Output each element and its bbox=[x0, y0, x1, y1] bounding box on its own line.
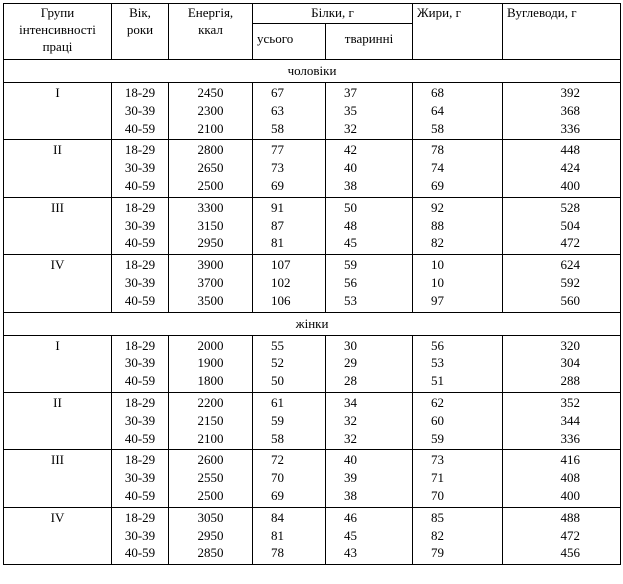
energy-cell-value: 2100 bbox=[197, 120, 224, 136]
table-row bbox=[4, 335, 621, 392]
header-protein-total: усього bbox=[253, 24, 326, 60]
protein-animal-cell bbox=[326, 255, 413, 312]
age-cell bbox=[112, 335, 169, 392]
protein-animal-cell-value: 38 bbox=[344, 177, 357, 193]
header-age: Вік, роки bbox=[112, 4, 169, 60]
carbs-cell-value: 288 bbox=[560, 373, 581, 389]
carbs-cell-value: 408 bbox=[560, 470, 581, 486]
carbs-cell bbox=[503, 392, 621, 449]
age-cell-value: 40-59 bbox=[124, 292, 156, 308]
energy-cell-value: 2200 bbox=[197, 394, 224, 410]
energy-cell-value: 2950 bbox=[197, 235, 224, 251]
carbs-cell bbox=[503, 507, 621, 564]
age-cell-value: 30-39 bbox=[124, 470, 156, 486]
carbs-cell-value: 304 bbox=[560, 355, 581, 371]
fat-cell-value: 85 bbox=[431, 509, 445, 525]
protein-total-cell-value: 50 bbox=[271, 373, 284, 389]
protein-total-cell-value: 69 bbox=[271, 177, 284, 193]
group-label: IV bbox=[4, 255, 112, 312]
age-cell-value: 40-59 bbox=[124, 373, 156, 389]
fat-cell bbox=[413, 255, 503, 312]
protein-animal-cell-value: 35 bbox=[344, 102, 357, 118]
fat-cell bbox=[413, 450, 503, 507]
carbs-cell-value: 368 bbox=[560, 102, 581, 118]
energy-cell-value: 3050 bbox=[197, 509, 224, 525]
fat-cell-value: 53 bbox=[431, 355, 445, 371]
section-title: чоловіки bbox=[4, 60, 621, 83]
protein-total-cell bbox=[253, 335, 326, 392]
group-label: III bbox=[4, 197, 112, 254]
protein-animal-cell bbox=[326, 197, 413, 254]
protein-animal-cell-value: 59 bbox=[344, 257, 357, 273]
fat-cell-value: 58 bbox=[431, 120, 445, 136]
age-cell bbox=[112, 197, 169, 254]
energy-cell-value: 2850 bbox=[197, 545, 224, 561]
protein-total-cell-value: 55 bbox=[271, 337, 284, 353]
age-cell-value: 40-59 bbox=[124, 120, 156, 136]
protein-total-cell bbox=[253, 140, 326, 197]
protein-animal-cell-value: 37 bbox=[344, 85, 357, 100]
protein-total-cell-value: 63 bbox=[271, 102, 284, 118]
age-cell-value: 18-29 bbox=[124, 257, 156, 273]
protein-animal-cell-value: 39 bbox=[344, 470, 357, 486]
energy-cell-value: 2800 bbox=[197, 142, 224, 158]
age-cell-value: 30-39 bbox=[124, 160, 156, 176]
protein-total-cell-value: 70 bbox=[271, 470, 284, 486]
age-cell-value: 18-29 bbox=[124, 509, 156, 525]
age-cell-value: 30-39 bbox=[124, 274, 156, 290]
carbs-cell-value: 336 bbox=[560, 430, 581, 446]
fat-cell-value: 10 bbox=[431, 274, 445, 290]
protein-animal-cell bbox=[326, 392, 413, 449]
protein-animal-cell-value: 40 bbox=[344, 452, 357, 468]
fat-cell-value: 73 bbox=[431, 452, 445, 468]
protein-total-cell-value: 72 bbox=[271, 452, 284, 468]
group-label: II bbox=[4, 140, 112, 197]
table-row bbox=[4, 392, 621, 449]
fat-cell-value: 97 bbox=[431, 292, 445, 308]
energy-cell-value: 2550 bbox=[197, 470, 224, 486]
age-cell-value: 40-59 bbox=[124, 430, 156, 446]
table-body bbox=[4, 60, 621, 565]
age-cell-value: 18-29 bbox=[124, 199, 156, 215]
protein-total-cell-value: 77 bbox=[271, 142, 284, 158]
carbs-cell-value: 592 bbox=[560, 274, 581, 290]
carbs-cell-value: 504 bbox=[560, 217, 581, 233]
section-row bbox=[4, 60, 621, 83]
energy-cell-value: 2950 bbox=[197, 527, 224, 543]
protein-animal-cell-value: 46 bbox=[344, 509, 357, 525]
energy-cell-value: 1800 bbox=[197, 373, 224, 389]
energy-cell-value: 2150 bbox=[197, 412, 224, 428]
fat-cell bbox=[413, 83, 503, 140]
age-cell-value: 40-59 bbox=[124, 235, 156, 251]
section-title: жінки bbox=[4, 312, 621, 335]
energy-cell-value: 3300 bbox=[197, 199, 224, 215]
protein-total-cell-value: 81 bbox=[271, 527, 284, 543]
fat-cell-value: 62 bbox=[431, 394, 445, 410]
energy-cell-value: 2600 bbox=[197, 452, 224, 468]
age-cell bbox=[112, 507, 169, 564]
carbs-cell-value: 528 bbox=[560, 199, 581, 215]
energy-cell-value: 2650 bbox=[197, 160, 224, 176]
carbs-cell-value: 344 bbox=[560, 412, 581, 428]
age-cell bbox=[112, 83, 169, 140]
carbs-cell bbox=[503, 255, 621, 312]
carbs-cell bbox=[503, 335, 621, 392]
protein-total-cell-value: 106 bbox=[271, 292, 291, 308]
protein-animal-cell-value: 34 bbox=[344, 394, 357, 410]
protein-total-cell-value: 84 bbox=[271, 509, 284, 525]
fat-cell-value: 51 bbox=[431, 373, 445, 389]
carbs-cell-value: 400 bbox=[560, 487, 581, 503]
age-cell-value: 30-39 bbox=[124, 217, 156, 233]
fat-cell-value: 78 bbox=[431, 142, 445, 158]
protein-animal-cell-value: 56 bbox=[344, 274, 357, 290]
group-label: II bbox=[4, 392, 112, 449]
energy-cell-value: 3500 bbox=[197, 292, 224, 308]
fat-cell-value: 79 bbox=[431, 545, 445, 561]
fat-cell-value: 70 bbox=[431, 487, 445, 503]
protein-animal-cell-value: 43 bbox=[344, 545, 357, 561]
age-cell-value: 18-29 bbox=[124, 394, 156, 410]
fat-cell-value: 82 bbox=[431, 235, 445, 251]
section-row bbox=[4, 312, 621, 335]
carbs-cell-value: 336 bbox=[560, 120, 581, 136]
protein-total-cell bbox=[253, 83, 326, 140]
energy-cell bbox=[169, 450, 253, 507]
header-protein-animal: тваринні bbox=[326, 24, 413, 60]
energy-cell-value: 2500 bbox=[197, 487, 224, 503]
age-cell-value: 18-29 bbox=[124, 452, 156, 468]
age-cell bbox=[112, 255, 169, 312]
table-row bbox=[4, 450, 621, 507]
protein-animal-cell bbox=[326, 83, 413, 140]
fat-cell-value: 92 bbox=[431, 199, 445, 215]
fat-cell-value: 56 bbox=[431, 337, 445, 353]
carbs-cell-value: 472 bbox=[560, 527, 581, 543]
age-cell-value: 30-39 bbox=[124, 412, 156, 428]
age-cell bbox=[112, 140, 169, 197]
age-cell bbox=[112, 450, 169, 507]
fat-cell-value: 68 bbox=[431, 85, 445, 100]
carbs-cell bbox=[503, 83, 621, 140]
table-row bbox=[4, 140, 621, 197]
table-row bbox=[4, 83, 621, 140]
energy-cell bbox=[169, 255, 253, 312]
carbs-cell-value: 400 bbox=[560, 177, 581, 193]
energy-cell-value: 3900 bbox=[197, 257, 224, 273]
protein-animal-cell-value: 29 bbox=[344, 355, 357, 371]
carbs-cell-value: 624 bbox=[560, 257, 581, 273]
protein-total-cell-value: 58 bbox=[271, 120, 284, 136]
protein-total-cell bbox=[253, 450, 326, 507]
fat-cell-value: 10 bbox=[431, 257, 445, 273]
protein-total-cell-value: 69 bbox=[271, 487, 284, 503]
table-row bbox=[4, 507, 621, 564]
header-protein: Білки, г bbox=[253, 4, 413, 24]
protein-total-cell-value: 59 bbox=[271, 412, 284, 428]
protein-total-cell-value: 52 bbox=[271, 355, 284, 371]
carbs-cell-value: 448 bbox=[560, 142, 581, 158]
nutrition-table bbox=[3, 3, 621, 565]
protein-animal-cell-value: 38 bbox=[344, 487, 357, 503]
protein-animal-cell-value: 40 bbox=[344, 160, 357, 176]
protein-total-cell-value: 81 bbox=[271, 235, 284, 251]
age-cell-value: 30-39 bbox=[124, 355, 156, 371]
carbs-cell-value: 472 bbox=[560, 235, 581, 251]
fat-cell-value: 82 bbox=[431, 527, 445, 543]
carbs-cell-value: 456 bbox=[560, 545, 581, 561]
age-cell-value: 30-39 bbox=[124, 102, 156, 118]
age-cell-value: 40-59 bbox=[124, 545, 156, 561]
protein-total-cell-value: 107 bbox=[271, 257, 291, 273]
carbs-cell-value: 392 bbox=[560, 85, 581, 100]
energy-cell-value: 2450 bbox=[197, 85, 224, 100]
fat-cell-value: 59 bbox=[431, 430, 445, 446]
fat-cell-value: 60 bbox=[431, 412, 445, 428]
carbs-cell bbox=[503, 140, 621, 197]
energy-cell-value: 2100 bbox=[197, 430, 224, 446]
energy-cell bbox=[169, 392, 253, 449]
fat-cell-value: 74 bbox=[431, 160, 445, 176]
age-cell bbox=[112, 392, 169, 449]
fat-cell bbox=[413, 197, 503, 254]
protein-animal-cell-value: 32 bbox=[344, 412, 357, 428]
protein-animal-cell bbox=[326, 507, 413, 564]
fat-cell bbox=[413, 392, 503, 449]
energy-cell-value: 1900 bbox=[197, 355, 224, 371]
protein-animal-cell bbox=[326, 140, 413, 197]
fat-cell bbox=[413, 507, 503, 564]
group-label: I bbox=[4, 83, 112, 140]
carbs-cell bbox=[503, 197, 621, 254]
protein-total-cell-value: 73 bbox=[271, 160, 284, 176]
carbs-cell-value: 488 bbox=[560, 509, 581, 525]
carbs-cell bbox=[503, 450, 621, 507]
header-group: Групи інтенсивності праці bbox=[4, 4, 112, 60]
age-cell-value: 18-29 bbox=[124, 142, 156, 158]
group-label: I bbox=[4, 335, 112, 392]
age-cell-value: 40-59 bbox=[124, 487, 156, 503]
energy-cell bbox=[169, 197, 253, 254]
protein-total-cell-value: 61 bbox=[271, 394, 284, 410]
protein-animal-cell bbox=[326, 335, 413, 392]
energy-cell bbox=[169, 507, 253, 564]
age-cell-value: 18-29 bbox=[124, 85, 156, 100]
energy-cell bbox=[169, 140, 253, 197]
carbs-cell-value: 560 bbox=[560, 292, 581, 308]
protein-total-cell-value: 58 bbox=[271, 430, 284, 446]
age-cell-value: 18-29 bbox=[124, 337, 156, 353]
protein-total-cell-value: 102 bbox=[271, 274, 291, 290]
fat-cell-value: 69 bbox=[431, 177, 445, 193]
protein-animal-cell-value: 32 bbox=[344, 120, 357, 136]
protein-total-cell bbox=[253, 255, 326, 312]
protein-animal-cell-value: 48 bbox=[344, 217, 357, 233]
fat-cell bbox=[413, 335, 503, 392]
protein-animal-cell-value: 53 bbox=[344, 292, 357, 308]
protein-animal-cell-value: 32 bbox=[344, 430, 357, 446]
protein-animal-cell-value: 30 bbox=[344, 337, 357, 353]
fat-cell-value: 88 bbox=[431, 217, 445, 233]
energy-cell-value: 3700 bbox=[197, 274, 224, 290]
protein-total-cell-value: 91 bbox=[271, 199, 284, 215]
protein-animal-cell-value: 42 bbox=[344, 142, 357, 158]
fat-cell-value: 64 bbox=[431, 102, 445, 118]
carbs-cell-value: 416 bbox=[560, 452, 581, 468]
table-row bbox=[4, 255, 621, 312]
protein-total-cell bbox=[253, 392, 326, 449]
fat-cell-value: 71 bbox=[431, 470, 445, 486]
protein-animal-cell bbox=[326, 450, 413, 507]
header-energy: Енергія, ккал bbox=[169, 4, 253, 60]
fat-cell bbox=[413, 140, 503, 197]
carbs-cell-value: 320 bbox=[560, 337, 581, 353]
protein-total-cell-value: 87 bbox=[271, 217, 284, 233]
protein-animal-cell-value: 45 bbox=[344, 235, 357, 251]
age-cell-value: 40-59 bbox=[124, 177, 156, 193]
protein-total-cell bbox=[253, 197, 326, 254]
header-fat: Жири, г bbox=[413, 4, 503, 60]
energy-cell-value: 2500 bbox=[197, 177, 224, 193]
protein-animal-cell-value: 45 bbox=[344, 527, 357, 543]
header-carbs: Вуглеводи, г bbox=[503, 4, 621, 60]
age-cell-value: 30-39 bbox=[124, 527, 156, 543]
carbs-cell-value: 424 bbox=[560, 160, 581, 176]
energy-cell bbox=[169, 83, 253, 140]
protein-total-cell bbox=[253, 507, 326, 564]
energy-cell bbox=[169, 335, 253, 392]
table-row bbox=[4, 197, 621, 254]
group-label: IV bbox=[4, 507, 112, 564]
protein-animal-cell-value: 50 bbox=[344, 199, 357, 215]
carbs-cell-value: 352 bbox=[560, 394, 581, 410]
energy-cell-value: 2300 bbox=[197, 102, 224, 118]
energy-cell-value: 2000 bbox=[197, 337, 224, 353]
protein-total-cell-value: 78 bbox=[271, 545, 284, 561]
protein-animal-cell-value: 28 bbox=[344, 373, 357, 389]
protein-total-cell-value: 67 bbox=[271, 85, 284, 100]
energy-cell-value: 3150 bbox=[197, 217, 224, 233]
group-label: III bbox=[4, 450, 112, 507]
